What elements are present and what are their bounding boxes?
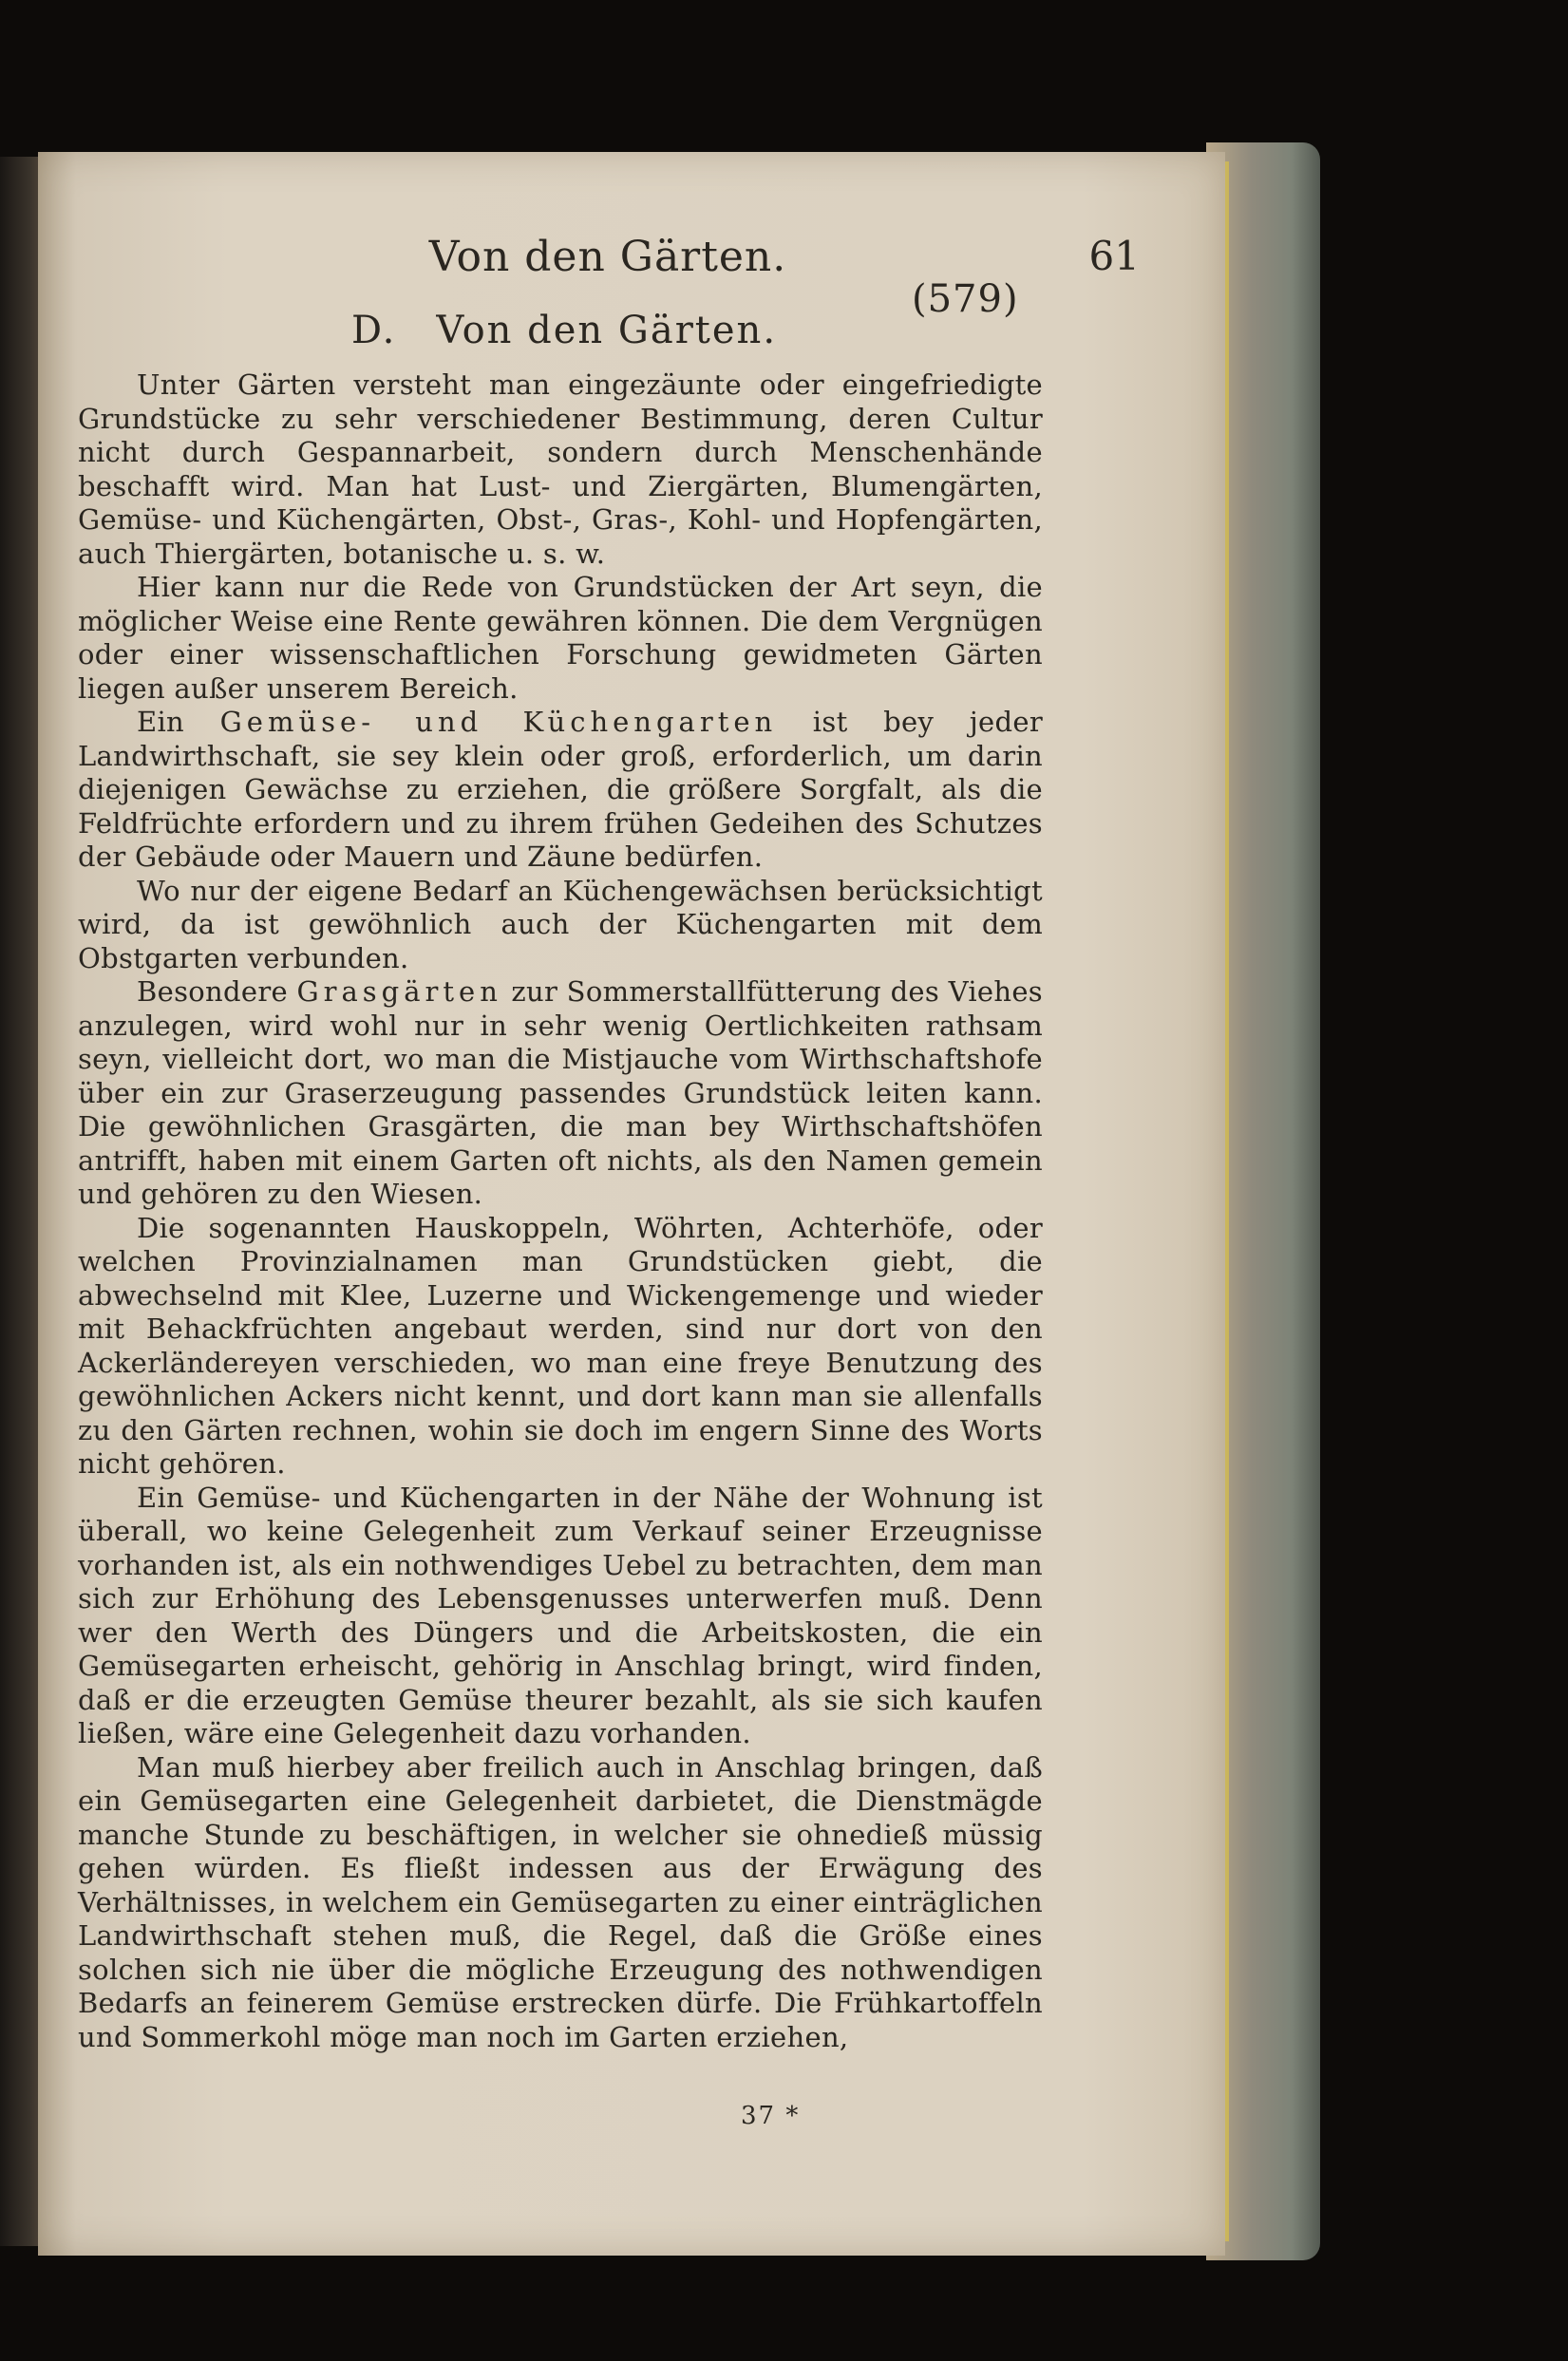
printer-signature: 37 * [741, 2102, 801, 2130]
section-heading [351, 309, 777, 352]
page-header [76, 233, 1140, 280]
paragraph: Man muß hierbey aber freilich auch in Anschlag bringen, daß ein Gemüsegarten eine Gelegenheit darbietet, die Dienstmägde manche Stunde zu beschäftigen, in welcher sie ohnedieß müssig gehen würden. Es fließt indessen aus der Erwägung des Verhältnisses, in welchem ein Gemüsegarten zu einer einträglichen Landwirthschaft stehen muß, die Regel, daß die Größe eines solchen sich nie über die mögliche Erzeugung des nothwendigen Bedarfs an feinerem Gemüse erstrecken dürfe. Die Frühkartoffeln und Sommerkohl möge man noch im Garten erziehen, [78, 1750, 1043, 2053]
emphasized-term: Gemüse- und Küchengarten [219, 706, 778, 738]
paragraph: Wo nur der eigene Bedarf an Küchengewächsen berücksichtigt wird, da ist gewöhnlich auch der Küchengarten mit dem Obstgarten verbunden. [78, 874, 1043, 974]
paragraph: Unter Gärten versteht man eingezäunte oder eingefriedigte Grundstücke zu sehr verschiedener Bestimmung, deren Cultur nicht durch Gespannarbeit, sondern durch Menschenhände beschafft wird. Man hat Lust- und Ziergärten, Blumengärten, Gemüse- und Küchengärten, Obst-, Gras-, Kohl- und Hopfengärten, auch Thiergärten, botanische u. s. w. [78, 368, 1043, 570]
page-number: 61 [1088, 233, 1140, 279]
section-title: Von den Gärten. [436, 309, 778, 352]
paragraph: Ein Gemüse- und Küchengarten in der Nähe der Wohnung ist überall, wo keine Gelegenheit zum Verkauf seiner Erzeugnisse vorhanden ist, als ein nothwendiges Uebel zu betrachten, dem man sich zur Erhöhung des Lebensgenusses unterwerfen muß. Denn wer den Werth des Düngers und die Arbeitskosten, die ein Gemüsegarten erheischt, gehörig in Anschlag bringt, wird finden, daß er die erzeugten Gemüse theurer bezahlt, als sie sich kaufen ließen, wäre eine Gelegenheit dazu vorhanden. [78, 1481, 1043, 1749]
paragraph: Ein Gemüse- und Küchengarten ist bey jeder Landwirthschaft, sie sey klein oder groß, erforderlich, um darin diejenigen Gewächse zu erziehen, die größere Sorgfalt, als die Feldfrüchte erfordern und zu ihrem frühen Gedeihen des Schutzes der Gebäude oder Mauern und Zäune bedürfen. [78, 706, 1043, 873]
paragraph: Die sogenannten Hauskoppeln, Wöhrten, Achterhöfe, oder welchen Provinzialnamen man Grundstücken giebt, die abwechselnd mit Klee, Luzerne und Wickengemenge und wieder mit Behackfrüchten angebaut werden, sind nur dort von den Ackerländereyen verschieden, wo man eine freye Benutzung des gewöhnlichen Ackers nicht kennt, und dort kann man sie allenfalls zu den Gärten rechnen, wohin sie doch im engern Sinne des Worts nicht gehören. [78, 1211, 1043, 1480]
emphasized-term: Grasgärten [296, 975, 502, 1008]
section-letter: D. [351, 309, 397, 352]
running-title: Von den Gärten. [428, 233, 787, 281]
paragraph: Hier kann nur die Rede von Grundstücken der Art seyn, die möglicher Weise eine Rente gewähren können. Die dem Vergnügen oder einer wissenschaftlichen Forschung gewidmeten Gärten liegen außer unserem Bereich. [78, 571, 1043, 705]
section-number: (579) [912, 277, 1019, 321]
body-text [78, 368, 1043, 2054]
paragraph: Besondere Grasgärten zur Sommerstallfütterung des Viehes anzulegen, wird wohl nur in sehr wenig Oertlichkeiten rathsam seyn, vielleicht dort, wo man die Mistjauche vom Wirthschaftshofe über ein zur Graserzeugung passendes Grundstück leiten kann. Die gewöhnlichen Grasgärten, die man bey Wirthschaftshöfen antrifft, haben mit einem Garten oft nichts, als den Namen gemein und gehören zu den Wiesen. [78, 975, 1043, 1210]
